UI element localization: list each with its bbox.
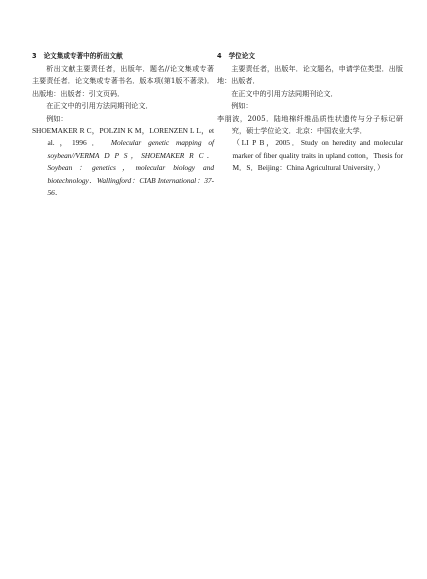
section-title: 学位论文 [228,52,255,60]
example-label: 例如： [46,113,68,123]
reference-title: Molecular genetic mapping of soybean//VERMA D P S，SHOEMAKER R C．Soybean：genetics，molecular biology and biotechnology．Wallingford：CIAB International：37-56． [47,138,214,198]
reference-example-chinese: 李朋波，2005．陆地棉纤维品质性状遗传与分子标记研究，硕士学位论文．北京：中国农业大学． [217,113,403,136]
section-heading-4 [217,50,403,62]
reference-authors: SHOEMAKER R C，POLZIN K M，LORENZEN L L，et al.，1996． [32,126,214,148]
section-number: 3 [32,52,37,60]
reference-example-english: （LI P B，2005．Study on heredity and molecular marker of fiber quality traits in upland cotton，Thesis for M．S．Beijing：China Agricultural University．） [232,138,403,173]
section-title: 论文集或专著中的析出文献 [43,52,123,60]
example-label: 例如： [231,101,253,111]
reference-example [32,125,214,199]
format-description: 析出文献主要责任者，出版年．题名//论文集或专著主要责任者．论文集或专著书名．版本项(第1版不著录)．出版地：出版者：引文页码． [32,64,214,98]
right-column [217,50,403,175]
format-description: 主要责任者，出版年．论文题名，申请学位类型．出版地：出版者． [217,64,403,86]
in-text-citation-note: 在正文中的引用方法同期刊论文． [231,88,338,98]
left-column [32,50,214,199]
in-text-citation-note: 在正文中的引用方法同期刊论文． [46,101,153,111]
section-heading-3 [32,50,214,62]
section-number: 4 [217,52,222,60]
